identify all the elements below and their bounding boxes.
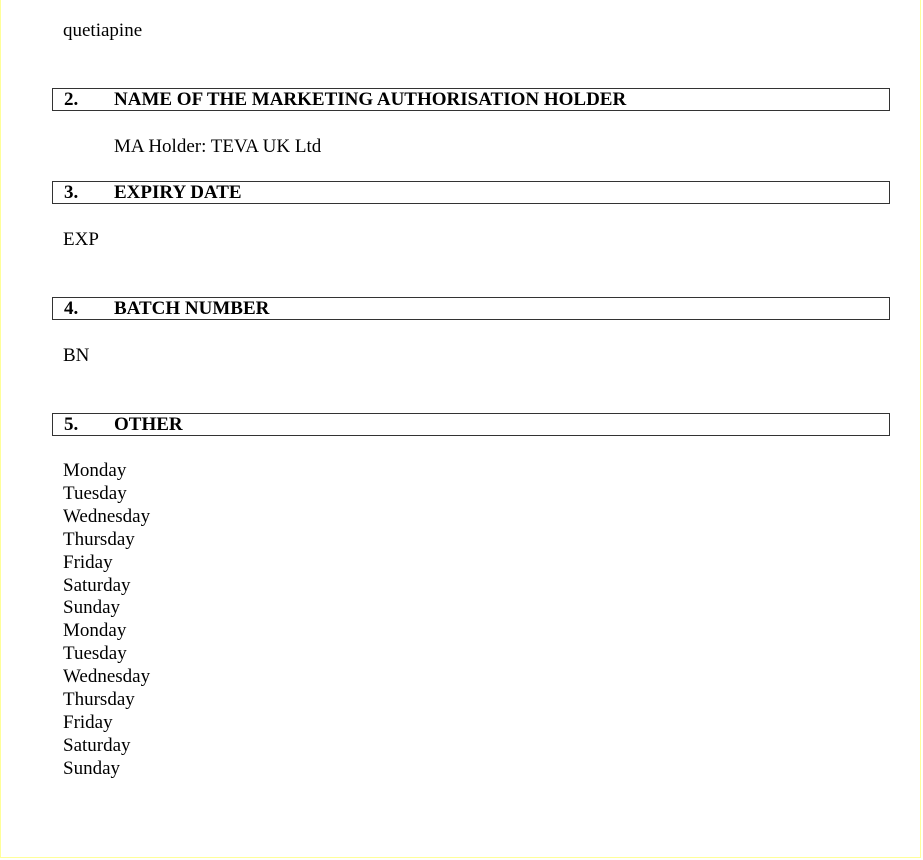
list-item: Monday [63, 460, 127, 481]
weekday-list [63, 460, 150, 781]
list-item: Tuesday [63, 482, 127, 504]
batch-text: BN [63, 345, 90, 366]
section-4-number: 4. [64, 298, 79, 319]
list-item: Friday [63, 711, 113, 733]
section-5-title: OTHER [114, 414, 183, 435]
section-2-number: 2. [64, 89, 79, 110]
list-item: Saturday [63, 574, 131, 596]
list-item: Thursday [63, 689, 135, 711]
list-item: Friday [63, 551, 113, 573]
section-3-number: 3. [64, 182, 79, 203]
section-3-heading [52, 181, 890, 204]
list-item: Thursday [63, 528, 135, 550]
list-item: Sunday [63, 597, 120, 619]
section-2-heading [52, 88, 890, 111]
list-item: Saturday [63, 734, 131, 756]
section-5-heading [52, 413, 890, 436]
list-item: Tuesday [63, 643, 127, 665]
product-name: quetiapine [63, 20, 143, 41]
section-3-title: EXPIRY DATE [114, 182, 242, 203]
list-item: Sunday [63, 757, 120, 779]
expiry-text: EXP [63, 229, 99, 250]
section-5-number: 5. [64, 414, 79, 435]
section-2-title: NAME OF THE MARKETING AUTHORISATION HOLDER [114, 89, 627, 110]
list-item: Wednesday [63, 505, 151, 527]
ma-holder-text: MA Holder: TEVA UK Ltd [114, 136, 322, 157]
list-item: Monday [63, 620, 127, 642]
section-4-title: BATCH NUMBER [114, 298, 270, 319]
list-item: Wednesday [63, 666, 151, 688]
section-4-heading [52, 297, 890, 320]
